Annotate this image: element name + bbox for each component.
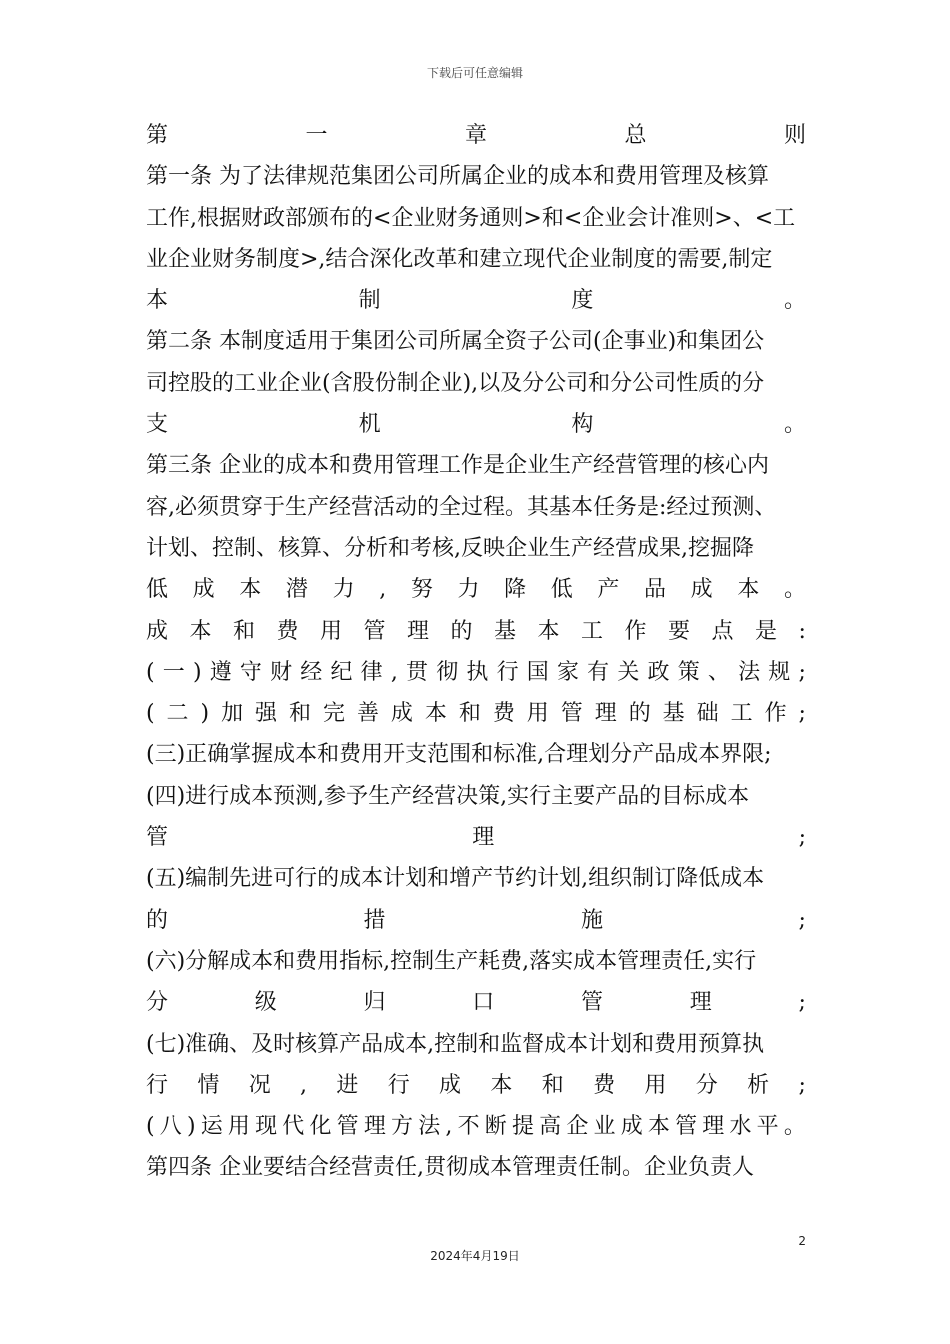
body-char: 口 [472,990,495,1016]
body-line [146,693,806,734]
body-char: 的 [146,907,169,933]
body-char: 况 [248,1072,271,1098]
body-char: 。 [783,1114,806,1140]
body-char: 善 [356,701,379,727]
body-char: 代 [282,1114,305,1140]
body-char: 加 [221,701,244,727]
body-char: 分 [146,990,169,1016]
body-char: 方 [391,1114,414,1140]
body-char: , [379,577,387,603]
body-char: 工 [581,618,604,644]
body-char: 本 [647,1114,670,1140]
body-char: 要 [668,618,691,644]
body-char: 现 [255,1114,278,1140]
body-char: 本 [239,577,262,603]
body-char: 析 [747,1072,770,1098]
body-char: 和 [233,618,256,644]
body-char: , [390,659,398,685]
body-char: ; [798,659,806,685]
body-line [146,404,806,445]
body-char: 化 [309,1114,332,1140]
body-char: , [445,1114,453,1140]
body-char: 高 [539,1114,562,1140]
body-line: 第一条 为了法律规范集团公司所属企业的成本和费用管理及核算 [146,164,769,190]
body-char: ( [146,1114,155,1140]
body-char: 守 [239,659,262,685]
body-char: 。 [783,577,806,603]
body-char: 本 [490,1072,513,1098]
body-char: 品 [644,577,667,603]
body-char: 成 [146,618,169,644]
body-line [146,115,806,156]
body-line: 容,必须贯穿于生产经营活动的全过程。其基本任务是:经过预测、 [146,494,777,520]
body-char: 理 [702,1114,725,1140]
body-char: 本 [146,288,169,314]
body-char: 和 [289,701,312,727]
body-char: 度 [571,288,594,314]
body-char: 提 [511,1114,534,1140]
body-char: 章 [464,123,487,148]
body-line: (六)分解成本和费用指标,控制生产耗费,落实成本管理责任,实行 [146,948,757,974]
body-char: ; [798,825,806,851]
body-char: 进 [336,1072,359,1098]
body-line: 第三条 企业的成本和费用管理工作是企业生产经营管理的核心内 [146,453,769,479]
body-char: 归 [363,990,386,1016]
body-line: (五)编制先进可行的成本计划和增产节约计划,组织制订降低成本 [146,866,765,892]
body-char: ( [146,701,155,727]
body-char: 成 [620,1114,643,1140]
body-char: 强 [255,701,278,727]
body-line [146,1106,806,1147]
body-char: 行 [146,1072,169,1098]
body-char: 分 [695,1072,718,1098]
body-char: 用 [320,618,343,644]
body-char: 制 [358,288,381,314]
body-char: 的 [628,701,651,727]
body-char: 低 [146,577,169,603]
body-char: 管 [675,1114,698,1140]
body-char: 用 [644,1072,667,1098]
body-char: 管 [146,825,169,851]
body-char: 一 [162,659,185,685]
body-char: 企 [566,1114,589,1140]
body-char: 作 [764,701,787,727]
body-char: 构 [571,412,594,438]
body-char: 策 [677,659,700,685]
body-line: 司控股的工业企业(含股份制企业),以及分公司和分公司性质的分 [146,370,765,396]
body-char: 费 [593,1072,616,1098]
body-char: 关 [617,659,640,685]
body-char: 总 [624,123,647,148]
body-char: ) [200,701,210,727]
body-char: 政 [647,659,670,685]
body-char: 律 [360,659,383,685]
body-char: 遵 [209,659,232,685]
body-char: 产 [597,577,620,603]
body-char: , [300,1072,308,1098]
body-line [146,1065,806,1106]
body-line: (四)进行成本预测,参予生产经营决策,实行主要产品的目标成本 [146,783,750,809]
body-char: 理 [594,701,617,727]
body-char: 基 [662,701,685,727]
body-char: 础 [696,701,719,727]
body-char: 点 [711,618,734,644]
body-char: 费 [276,618,299,644]
body-char: 成 [192,577,215,603]
body-char: 管 [363,618,386,644]
body-char: 低 [550,577,573,603]
body-char: 规 [768,659,791,685]
body-char: 措 [363,907,386,933]
body-char: 情 [197,1072,220,1098]
body-char: 本 [189,618,212,644]
body-char: 成 [390,701,413,727]
body-line [146,652,806,693]
body-char: 努 [410,577,433,603]
body-char: 有 [587,659,610,685]
body-char: 费 [492,701,515,727]
body-char: 本 [424,701,447,727]
body-char: 成 [439,1072,462,1098]
body-char: 法 [738,659,761,685]
body-char: ( [146,659,155,685]
body-char: 本 [737,577,760,603]
body-line [146,817,806,858]
body-line [146,982,806,1023]
body-char: 用 [227,1114,250,1140]
body-char: ) [192,659,202,685]
footer-date: 2024年4月19日 [430,1249,520,1263]
body-char: 经 [300,659,323,685]
body-char: ; [798,990,806,1016]
body-char: 纪 [330,659,353,685]
body-char: 不 [457,1114,480,1140]
body-char: 理 [407,618,430,644]
body-char: 作 [624,618,647,644]
body-char: 运 [200,1114,223,1140]
body-line: 第四条 企业要结合经营责任,贯彻成本管理责任制。企业负责人 [146,1155,754,1181]
body-char: ; [798,701,806,727]
body-char: 潜 [285,577,308,603]
body-char: 八 [159,1114,182,1140]
body-char: 。 [783,412,806,438]
body-char: 家 [556,659,579,685]
body-char: 第 [146,123,169,148]
document-body [146,115,806,1189]
body-char: 业 [593,1114,616,1140]
body-char: 和 [458,701,481,727]
body-char: 一 [305,123,328,148]
body-line [146,280,806,321]
body-char: 的 [450,618,473,644]
body-char: 机 [358,412,381,438]
body-char: 二 [166,701,189,727]
body-char: 力 [457,577,480,603]
body-char: 力 [332,577,355,603]
body-char: 施 [581,907,604,933]
body-line: 业企业财务制度>,结合深化改革和建立现代企业制度的需要,制定 [146,246,773,272]
body-char: 管 [560,701,583,727]
body-char: 行 [496,659,519,685]
body-char: ) [186,1114,196,1140]
body-char: 行 [387,1072,410,1098]
body-char: 、 [707,659,730,685]
body-line: (七)准确、及时核算产品成本,控制和监督成本计划和费用预算执 [146,1031,765,1057]
body-char: 理 [689,990,712,1016]
body-char: 断 [484,1114,507,1140]
body-line: (三)正确掌握成本和费用开支范围和标准,合理划分产品成本界限; [146,742,772,768]
page-number: 2 [798,1234,806,1248]
body-char: 本 [537,618,560,644]
body-char: 是 [755,618,778,644]
body-line: 工作,根据财政部颁布的<企业财务通则>和<企业会计准则>、<工 [146,205,796,231]
body-line [146,569,806,610]
body-char: 法 [418,1114,441,1140]
body-char: 级 [254,990,277,1016]
body-char: 彻 [436,659,459,685]
body-char: ; [798,1072,806,1098]
body-line [146,611,806,652]
header-note: 下载后可任意编辑 [426,66,523,80]
body-char: 理 [363,1114,386,1140]
body-char: 完 [322,701,345,727]
body-char: 工 [730,701,753,727]
body-char: : [798,618,806,644]
body-line: 第二条 本制度适用于集团公司所属全资子公司(企事业)和集团公 [146,329,765,355]
body-char: 贯 [406,659,429,685]
body-char: 财 [270,659,293,685]
body-char: 管 [336,1114,359,1140]
body-char: ; [798,907,806,933]
body-char: 平 [756,1114,779,1140]
body-char: 管 [581,990,604,1016]
body-char: 水 [729,1114,752,1140]
body-char: 执 [466,659,489,685]
body-char: 支 [146,412,169,438]
body-char: 。 [783,288,806,314]
body-char: 和 [541,1072,564,1098]
body-char: 基 [494,618,517,644]
body-char: 理 [472,825,495,851]
body-char: 成 [690,577,713,603]
body-char: 降 [504,577,527,603]
body-char: 用 [526,701,549,727]
body-line [146,900,806,941]
body-line: 计划、控制、核算、分析和考核,反映企业生产经营成果,挖掘降 [146,535,754,561]
body-char: 国 [526,659,549,685]
body-char: 则 [783,123,806,148]
